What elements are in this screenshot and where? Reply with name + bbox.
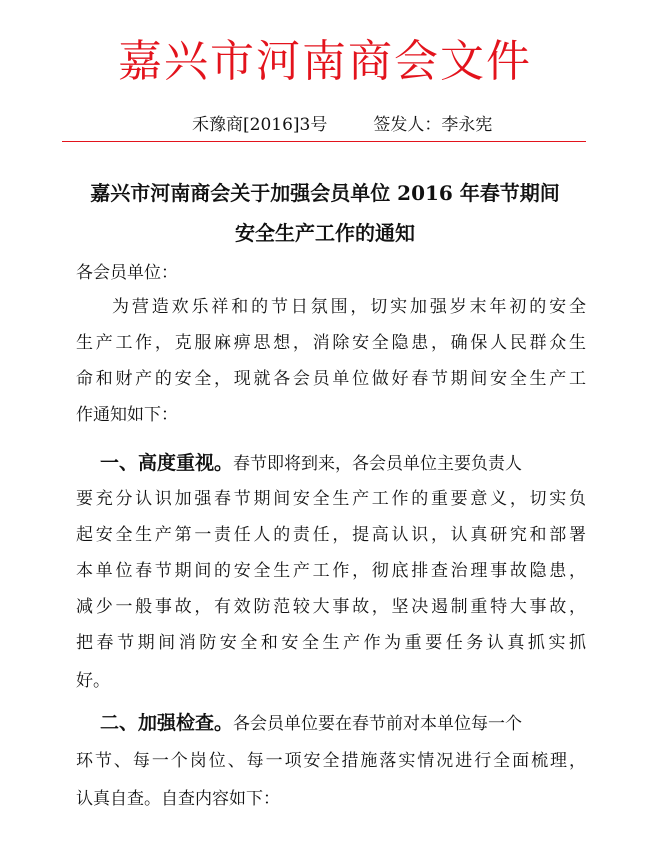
section2-first-line xyxy=(100,706,586,740)
red-divider-rule xyxy=(62,141,586,142)
doc-number: 禾豫商[2016]3号 xyxy=(192,115,328,135)
doc-signer: 签发人：李永宪 xyxy=(373,115,493,135)
section1-heading: 一、高度重视。 xyxy=(100,452,234,474)
section1-line: 起安全生产第一责任人的责任，提高认识，认真研究和部署 xyxy=(76,525,586,545)
intro-line-2: 生产工作，克服麻痹思想，消除安全隐患，确保人民群众生 xyxy=(76,333,586,353)
section1-line: 本单位春节期间的安全生产工作，彻底排查治理事故隐患， xyxy=(76,561,586,581)
doc-meta xyxy=(192,113,492,137)
intro-line-4: 作通知如下： xyxy=(76,405,178,425)
section1-line: 把春节期间消防安全和安全生产作为重要任务认真抓实抓 xyxy=(76,633,586,653)
section1-first-line xyxy=(100,446,586,480)
section2-line: 环节、每一个岗位、每一项安全措施落实情况进行全面梳理， xyxy=(76,751,586,771)
intro-line-1: 为营造欢乐祥和的节日氛围，切实加强岁末年初的安全 xyxy=(112,297,586,317)
section2-heading: 二、加强检查。 xyxy=(100,712,234,734)
section1-line: 好。 xyxy=(76,671,110,691)
section2-line: 认真自查。自查内容如下： xyxy=(76,789,280,809)
intro-line-3: 命和财产的安全，现就各会员单位做好春节期间安全生产工 xyxy=(76,369,586,389)
notice-title-line-1: 嘉兴市河南商会关于加强会员单位 2016 年春节期间 xyxy=(90,181,560,205)
notice-title-line-2: 安全生产工作的通知 xyxy=(235,221,415,245)
section1-line: 减少一般事故，有效防范较大事故，坚决遏制重特大事故， xyxy=(76,597,586,617)
section2-first-line-text: 各会员单位要在春节前对本单位每一个 xyxy=(233,714,523,734)
salutation: 各会员单位： xyxy=(76,263,178,283)
section1-line: 要充分认识加强春节期间安全生产工作的重要意义，切实负 xyxy=(76,489,586,509)
section1-first-line-text: 春节即将到来，各会员单位主要负责人 xyxy=(233,454,523,474)
org-header-title: 嘉兴市河南商会文件 xyxy=(118,36,532,87)
